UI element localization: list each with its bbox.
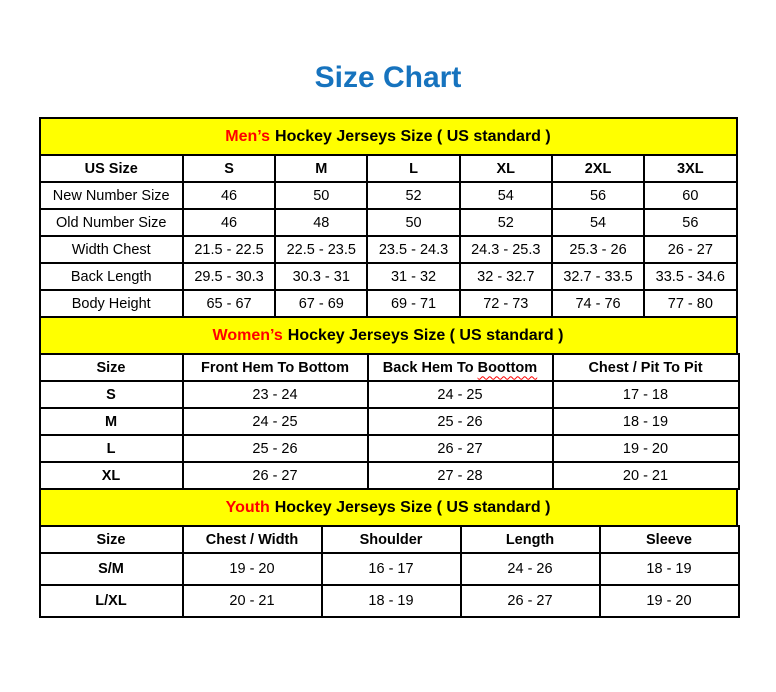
data-cell: 32.7 - 33.5	[552, 263, 644, 290]
column-header: Chest / Width	[183, 526, 322, 553]
data-cell: 25 - 26	[368, 408, 553, 435]
row-label-cell: M	[40, 408, 183, 435]
table-header-row	[40, 354, 739, 381]
table-row	[40, 236, 737, 263]
row-label-cell: L/XL	[40, 585, 183, 617]
table-row	[40, 209, 737, 236]
row-label-cell: Body Height	[40, 290, 183, 317]
data-cell: 72 - 73	[460, 290, 552, 317]
table-row	[40, 290, 737, 317]
misspelled-word: Boottom	[477, 359, 538, 376]
column-header: Sleeve	[600, 526, 739, 553]
data-cell: 26 - 27	[461, 585, 600, 617]
mens-section-banner	[39, 117, 738, 156]
banner-text: Hockey Jerseys Size ( US standard )	[287, 326, 564, 344]
data-cell: 32 - 32.7	[460, 263, 552, 290]
data-cell: 19 - 20	[600, 585, 739, 617]
data-cell: 67 - 69	[275, 290, 367, 317]
column-header: Chest / Pit To Pit	[553, 354, 739, 381]
row-label-cell: Old Number Size	[40, 209, 183, 236]
data-cell: 19 - 20	[553, 435, 739, 462]
data-cell: 24 - 26	[461, 553, 600, 585]
data-cell: 19 - 20	[183, 553, 322, 585]
table-row	[40, 435, 739, 462]
page-title: Size Chart	[314, 61, 462, 94]
column-header: US Size	[40, 155, 183, 182]
data-cell: 54	[552, 209, 644, 236]
column-header: Back Hem To Boottom	[368, 354, 553, 381]
data-cell: 22.5 - 23.5	[275, 236, 367, 263]
data-cell: 16 - 17	[322, 553, 461, 585]
table-row	[40, 263, 737, 290]
data-cell: 26 - 27	[368, 435, 553, 462]
data-cell: 26 - 27	[183, 462, 368, 489]
data-cell: 46	[183, 209, 275, 236]
data-cell: 46	[183, 182, 275, 209]
banner-highlight: Youth	[225, 498, 270, 516]
size-chart-document	[39, 117, 738, 618]
data-cell: 50	[367, 209, 459, 236]
row-label-cell: S/M	[40, 553, 183, 585]
womens-size-table	[39, 353, 740, 490]
column-header: XL	[460, 155, 552, 182]
data-cell: 60	[644, 182, 736, 209]
data-cell: 24 - 25	[183, 408, 368, 435]
table-header-row	[40, 526, 739, 553]
data-cell: 48	[275, 209, 367, 236]
data-cell: 17 - 18	[553, 381, 739, 408]
data-cell: 18 - 19	[553, 408, 739, 435]
data-cell: 20 - 21	[553, 462, 739, 489]
data-cell: 27 - 28	[368, 462, 553, 489]
data-cell: 20 - 21	[183, 585, 322, 617]
data-cell: 77 - 80	[644, 290, 736, 317]
row-label-cell: New Number Size	[40, 182, 183, 209]
column-header: Length	[461, 526, 600, 553]
data-cell: 24 - 25	[368, 381, 553, 408]
column-header: M	[275, 155, 367, 182]
row-label-cell: S	[40, 381, 183, 408]
data-cell: 18 - 19	[600, 553, 739, 585]
banner-highlight: Men’s	[225, 127, 271, 145]
banner-highlight: Women’s	[212, 326, 283, 344]
data-cell: 24.3 - 25.3	[460, 236, 552, 263]
data-cell: 30.3 - 31	[275, 263, 367, 290]
data-cell: 23 - 24	[183, 381, 368, 408]
data-cell: 74 - 76	[552, 290, 644, 317]
row-label-cell: Width Chest	[40, 236, 183, 263]
column-header: Size	[40, 526, 183, 553]
table-row	[40, 182, 737, 209]
data-cell: 29.5 - 30.3	[183, 263, 275, 290]
column-header: L	[367, 155, 459, 182]
data-cell: 33.5 - 34.6	[644, 263, 736, 290]
column-header: 2XL	[552, 155, 644, 182]
data-cell: 56	[552, 182, 644, 209]
data-cell: 52	[460, 209, 552, 236]
data-cell: 52	[367, 182, 459, 209]
data-cell: 25 - 26	[183, 435, 368, 462]
youth-size-table	[39, 525, 740, 618]
youth-section-banner	[39, 488, 738, 527]
table-row	[40, 408, 739, 435]
data-cell: 23.5 - 24.3	[367, 236, 459, 263]
data-cell: 56	[644, 209, 736, 236]
data-cell: 65 - 67	[183, 290, 275, 317]
table-row	[40, 585, 739, 617]
data-cell: 26 - 27	[644, 236, 736, 263]
table-header-row	[40, 155, 737, 182]
data-cell: 54	[460, 182, 552, 209]
column-header: S	[183, 155, 275, 182]
column-header: Shoulder	[322, 526, 461, 553]
data-cell: 25.3 - 26	[552, 236, 644, 263]
data-cell: 18 - 19	[322, 585, 461, 617]
data-cell: 21.5 - 22.5	[183, 236, 275, 263]
data-cell: 50	[275, 182, 367, 209]
row-label-cell: L	[40, 435, 183, 462]
table-row	[40, 553, 739, 585]
data-cell: 69 - 71	[367, 290, 459, 317]
banner-text: Hockey Jerseys Size ( US standard )	[274, 498, 551, 516]
column-header: 3XL	[644, 155, 736, 182]
column-header: Size	[40, 354, 183, 381]
table-row	[40, 462, 739, 489]
womens-section-banner	[39, 316, 738, 355]
column-header: Front Hem To Bottom	[183, 354, 368, 381]
table-row	[40, 381, 739, 408]
row-label-cell: XL	[40, 462, 183, 489]
mens-size-table	[39, 154, 738, 318]
row-label-cell: Back Length	[40, 263, 183, 290]
banner-text: Hockey Jerseys Size ( US standard )	[275, 127, 551, 145]
data-cell: 31 - 32	[367, 263, 459, 290]
